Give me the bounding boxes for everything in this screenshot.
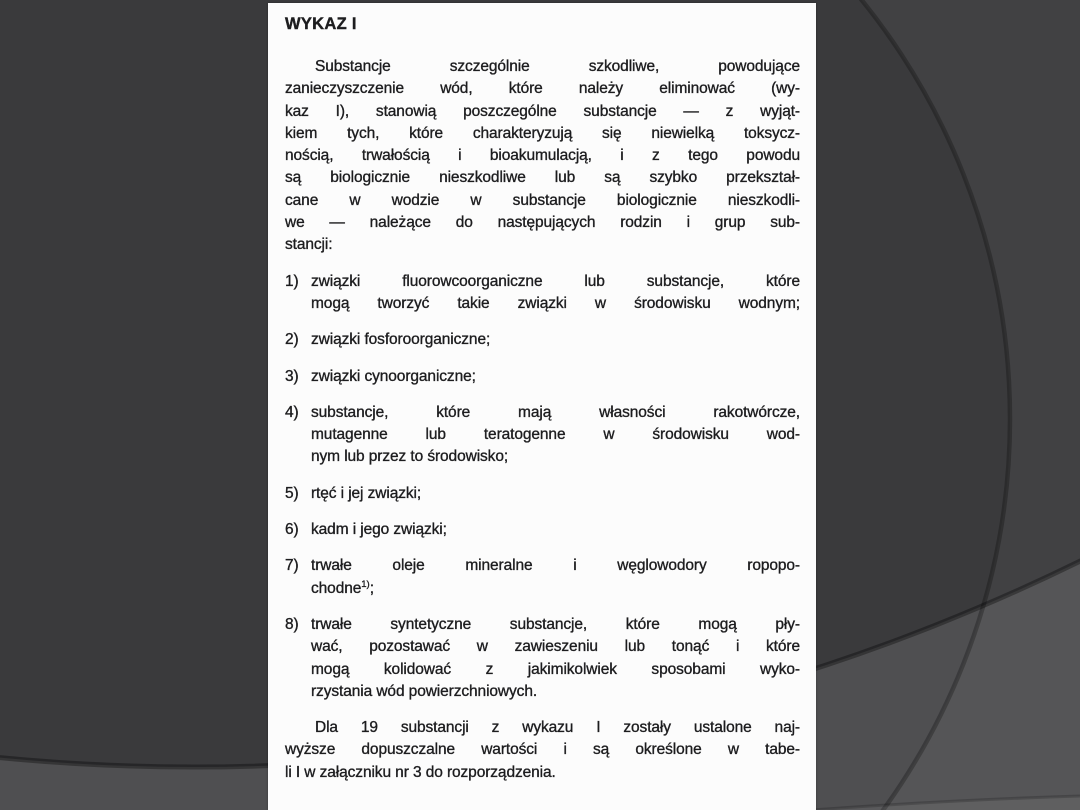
text-line: wyższe dopuszczalne wartości i są określone w tabe- — [285, 741, 800, 759]
list-item-text — [311, 555, 800, 600]
list-item — [285, 329, 800, 351]
paragraph — [285, 717, 800, 784]
list-item-number: 8) — [285, 615, 299, 633]
text-line: trwałe syntetyczne substancje, które mogą pły- — [311, 615, 800, 633]
paragraph — [285, 56, 800, 257]
text-line: trwałe oleje mineralne i węglowodory ropopo- — [311, 557, 800, 575]
text-line: rzystania wód powierzchniowych. — [311, 682, 538, 700]
list-item — [285, 402, 800, 469]
text-line: li I w załączniku nr 3 do rozporządzenia. — [285, 763, 556, 781]
text-line: stancji: — [285, 236, 333, 254]
text-line: nością, trwałością i bioakumulacją, i z tego powodu — [285, 147, 800, 165]
text-line: we — należące do następujących rodzin i grup sub- — [285, 214, 800, 232]
text-line: nym lub przez to środowisko; — [311, 448, 509, 466]
list-item-number: 2) — [285, 331, 299, 349]
text-line: cane w wodzie w substancje biologicznie nieszkodli- — [285, 191, 800, 209]
text-line: wać, pozostawać w zawieszeniu lub tonąć i które — [311, 638, 800, 656]
list-item — [285, 271, 800, 316]
document-page — [268, 3, 816, 810]
text-line: Dla 19 substancji z wykazu I zostały ustalone naj- — [315, 719, 800, 737]
list-item-text — [311, 519, 800, 541]
list-item — [285, 555, 800, 600]
list-item-number: 7) — [285, 557, 299, 575]
list-item-text — [311, 402, 800, 469]
list-item-text — [311, 483, 800, 505]
text-line: kiem tych, które charakteryzują się niewielką toksycz- — [285, 124, 800, 142]
text-line: zanieczyszczenie wód, które należy eliminować (wy- — [285, 80, 800, 98]
document-content — [285, 56, 800, 784]
text-line: są biologicznie nieszkodliwe lub są szybko przekształ- — [285, 169, 800, 187]
list-item — [285, 614, 800, 703]
list-item — [285, 519, 800, 541]
text-line: mogą tworzyć takie związki w środowisku wodnym; — [311, 294, 800, 312]
text-line: kadm i jego związki; — [311, 521, 447, 539]
list-item-text — [311, 329, 800, 351]
text-line: związki cynoorganiczne; — [311, 367, 476, 385]
text-line: związki fluorowcoorganiczne lub substancje, które — [311, 272, 800, 290]
text-line: substancje, które mają własności rakotwórcze, — [311, 403, 800, 421]
text-line: Substancje szczególnie szkodliwe, powodujące — [315, 58, 800, 75]
list-item-number: 4) — [285, 403, 299, 421]
list-item — [285, 483, 800, 505]
list-item-number: 1) — [285, 272, 299, 290]
text-line: mogą kolidować z jakimikolwiek sposobami wyko- — [311, 660, 800, 678]
list-item-number: 3) — [285, 367, 299, 385]
list-item-number: 5) — [285, 484, 299, 502]
text-line: rtęć i jej związki; — [311, 484, 422, 502]
list-item-text — [311, 614, 800, 703]
list-item-text — [311, 366, 800, 388]
text-line: kaz I), stanowią poszczególne substancje — z wyjąt- — [285, 102, 800, 120]
text-line: związki fosforoorganiczne; — [311, 331, 491, 349]
document-title: WYKAZ I — [285, 15, 357, 33]
list-item — [285, 366, 800, 388]
text-line: mutagenne lub teratogenne w środowisku wod- — [311, 426, 800, 444]
list-item-text — [311, 271, 800, 316]
text-line: chodne$^{1)}$; — [311, 578, 374, 597]
footnote-marker: 1) — [361, 578, 370, 590]
list-item-number: 6) — [285, 521, 299, 539]
